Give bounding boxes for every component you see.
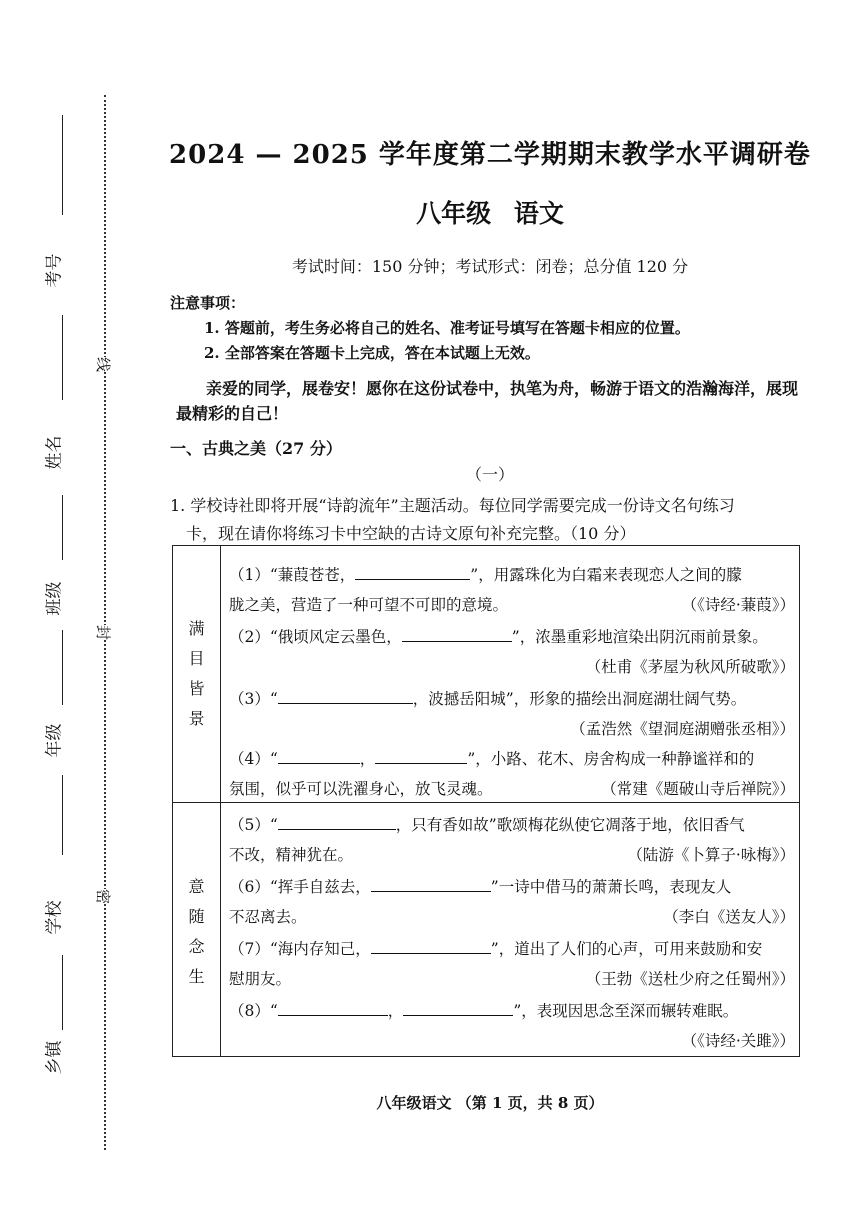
exam-number-label: 考号 [44,253,65,288]
table-item: （3）“ ，波撼岳阳城”，形象的描绘出洞庭湖壮阔气势。 （孟浩然《望洞庭湖赠张丞相》） [229,684,799,744]
town-line [62,955,63,1030]
poem-source: （常建《题破山寺后禅院》） [601,780,795,798]
exam-subtitle: 八年级 语文 [416,199,564,228]
table-column-divider [220,546,221,1056]
group-label-scenery: 满 目 皆 景 [188,619,205,728]
group-label-emotion: 意 随 念 生 [188,877,205,986]
fold-word-line: 线 [91,357,116,372]
table-item: （4）“ ， ”，小路、花木、房舍构成一种静谧祥和的 氛围，似乎可以洗濯身心，放飞灵魂。 （常建《题破山寺后禅院》） [229,744,799,804]
table-item: （8）“ ， ”，表现因思念至深而辗转难眠。 （《诗经·关雎》） [229,996,799,1056]
class-label: 班级 [44,581,65,616]
notice-item: 2. 全部答案在答题卡上完成，答在本试题上无效。 [204,344,540,362]
poetry-practice-table [172,545,800,1057]
poem-source: （李白《送友人》） [663,908,795,926]
grade-line [62,630,63,705]
exam-number-line [62,115,63,215]
table-item: （7）“海内存知己， ”，道出了人们的心声，可用来鼓励和安 慰朋友。 （王勃《送杜少府之任蜀州》） [229,934,799,994]
answer-blank [278,687,413,704]
poem-source: （《诗经·蒹葭》） [681,596,795,614]
table-item: （2）“俄顷风定云墨色， ”，浓墨重彩地渲染出阴沉雨前景象。 （杜甫《茅屋为秋风所破歌》） [229,622,799,682]
question-1-line1: 1. 学校诗社即将开展“诗韵流年”主题活动。每位同学需要完成一份诗文名句练习 [170,496,735,515]
answer-blank [371,937,491,954]
answer-blank [403,999,513,1016]
notice-title: 注意事项： [170,294,246,312]
part-heading: （一） [465,465,514,484]
answer-blank [355,563,470,580]
school-line [62,775,63,855]
poem-source: （陆游《卜算子·咏梅》） [627,846,795,864]
name-label: 姓名 [44,435,65,470]
table-item: （6）“挥手自兹去， ”一诗中借马的萧萧长鸣，表现友人 不忍离去。 （李白《送友人》） [229,872,799,932]
fold-dotted-line [104,95,106,1150]
exam-title: 2024 — 2025 学年度第二学期期末教学水平调研卷 [169,140,811,170]
section-heading: 一、古典之美（27 分） [170,439,342,458]
name-line [62,315,63,400]
answer-blank [371,875,491,892]
notice-item: 1. 答题前，考生务必将自己的姓名、准考证号填写在答题卡相应的位置。 [204,319,690,337]
exam-info: 考试时间：150 分钟；考试形式：闭卷；总分值 120 分 [291,257,689,276]
poem-source: （孟浩然《望洞庭湖赠张丞相》） [570,720,795,738]
grade-label: 年级 [44,723,65,758]
answer-blank [278,999,388,1016]
poem-source: （《诗经·关雎》） [681,1032,795,1050]
town-label: 乡镇 [44,1040,65,1075]
binding-margin [0,0,120,1215]
poem-source: （王勃《送杜少府之任蜀州》） [585,970,795,988]
answer-blank [278,747,360,764]
question-1-line2: 卡，现在请你将练习卡中空缺的古诗文原句补充完整。（10 分） [186,524,636,543]
class-line [62,495,63,560]
greeting-text: 亲爱的同学，展卷安！愿你在这份试卷中，执笔为舟，畅游于语文的浩瀚海洋，展现最精彩的自己！ [176,379,799,423]
school-label: 学校 [44,900,65,935]
answer-blank [375,747,467,764]
table-item: （5）“ ，只有香如故”歌颂梅花纵使它凋落于地，依旧香气 不改，精神犹在。 （陆游《卜算子·咏梅》） [229,810,799,870]
page-footer: 八年级语文 （第 1 页，共 8 页） [376,1094,604,1112]
table-item: （1）“蒹葭苍苍， ”，用露珠化为白霜来表现恋人之间的朦 胧之美，营造了一种可望不可即的意境。 （《诗经·蒹葭》） [229,560,799,620]
question-1 [170,492,810,548]
answer-blank [278,813,396,830]
answer-blank [402,625,512,642]
fold-word-secret: 密 [91,889,116,904]
fold-word-seal: 封 [91,625,116,640]
poem-source: （杜甫《茅屋为秋风所破歌》） [585,658,795,676]
